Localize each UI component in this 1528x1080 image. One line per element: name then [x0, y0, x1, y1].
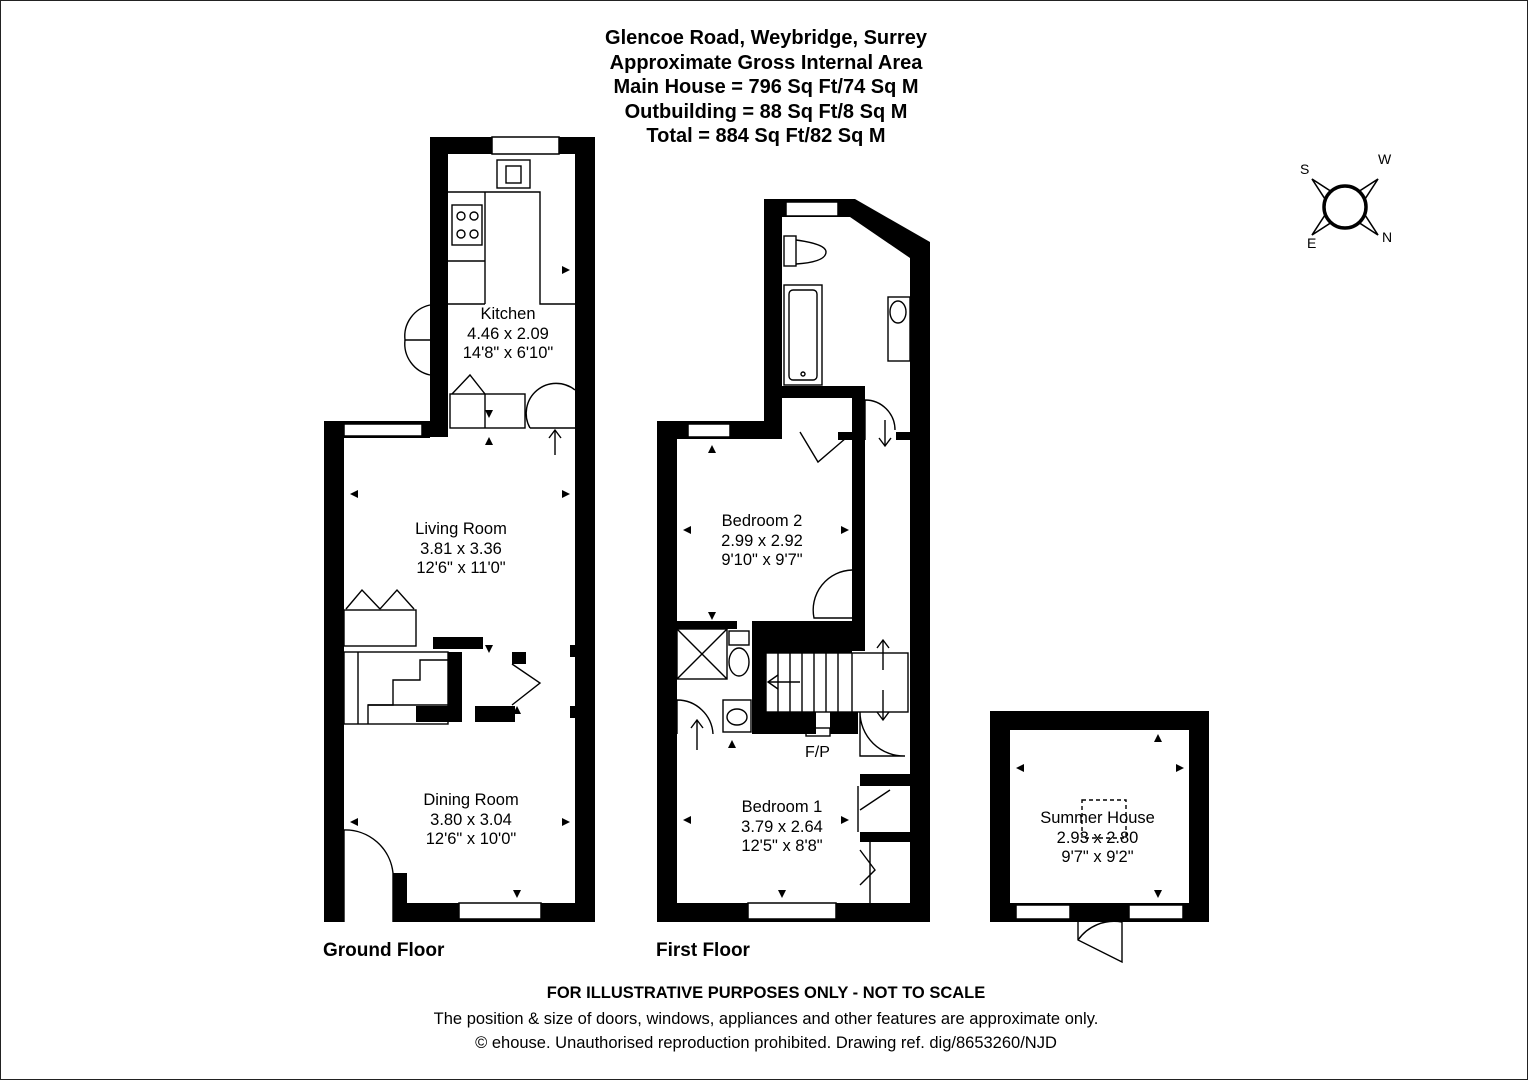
compass-n-label: N [1382, 229, 1393, 245]
room-imperial: 9'7" x 9'2" [1061, 848, 1134, 866]
copyright-text: © ehouse. Unauthorised reproduction prohibited. Drawing ref. dig/8653260/NJD [475, 1034, 1057, 1052]
compass-w-label: W [1378, 151, 1392, 167]
room-bedroom-1 [712, 798, 852, 857]
compass-s-label: S [1300, 161, 1310, 177]
room-summer-house [1020, 809, 1175, 868]
room-name: Living Room [415, 520, 507, 538]
room-kitchen [438, 305, 578, 364]
room-metric: 3.79 x 2.64 [741, 817, 823, 836]
room-imperial: 14'8" x 6'10" [462, 344, 554, 362]
first-floor-title: First Floor [656, 940, 750, 961]
room-imperial: 12'6" x 11'0" [416, 559, 506, 577]
room-metric: 3.81 x 3.36 [420, 539, 502, 558]
room-metric: 2.99 x 2.92 [721, 531, 803, 550]
room-living-room [386, 520, 536, 579]
room-name: Kitchen [480, 305, 536, 323]
room-bedroom-2 [692, 512, 832, 571]
room-metric: 2.93 x 2.80 [1056, 828, 1139, 847]
approximation-note: The position & size of doors, windows, appliances and other features are approximate only. [433, 1010, 1099, 1028]
compass-e-label: E [1307, 235, 1317, 251]
room-name: Dining Room [423, 791, 519, 809]
room-dining-room [396, 791, 546, 850]
room-metric: 4.46 x 2.09 [467, 324, 549, 343]
room-imperial: 12'5" x 8'8" [741, 837, 823, 855]
room-name: Bedroom 1 [741, 798, 823, 816]
disclaimer-text: FOR ILLUSTRATIVE PURPOSES ONLY - NOT TO SCALE [546, 984, 986, 1002]
room-imperial: 12'6" x 10'0" [425, 830, 517, 848]
main-house-area: Main House = 796 Sq Ft/74 Sq M [613, 76, 919, 98]
ground-floor-title: Ground Floor [323, 940, 445, 961]
outbuilding-area: Outbuilding = 88 Sq Ft/8 Sq M [624, 100, 908, 123]
room-metric: 3.80 x 3.04 [430, 810, 512, 829]
fireplace-label: F/P [805, 744, 830, 761]
property-address: Glencoe Road, Weybridge, Surrey [605, 27, 927, 49]
area-subtitle: Approximate Gross Internal Area [609, 51, 923, 74]
room-name: Bedroom 2 [721, 512, 803, 530]
room-name: Summer House [1040, 809, 1155, 827]
room-imperial: 9'10" x 9'7" [721, 551, 803, 569]
total-area: Total = 884 Sq Ft/82 Sq M [646, 125, 886, 147]
